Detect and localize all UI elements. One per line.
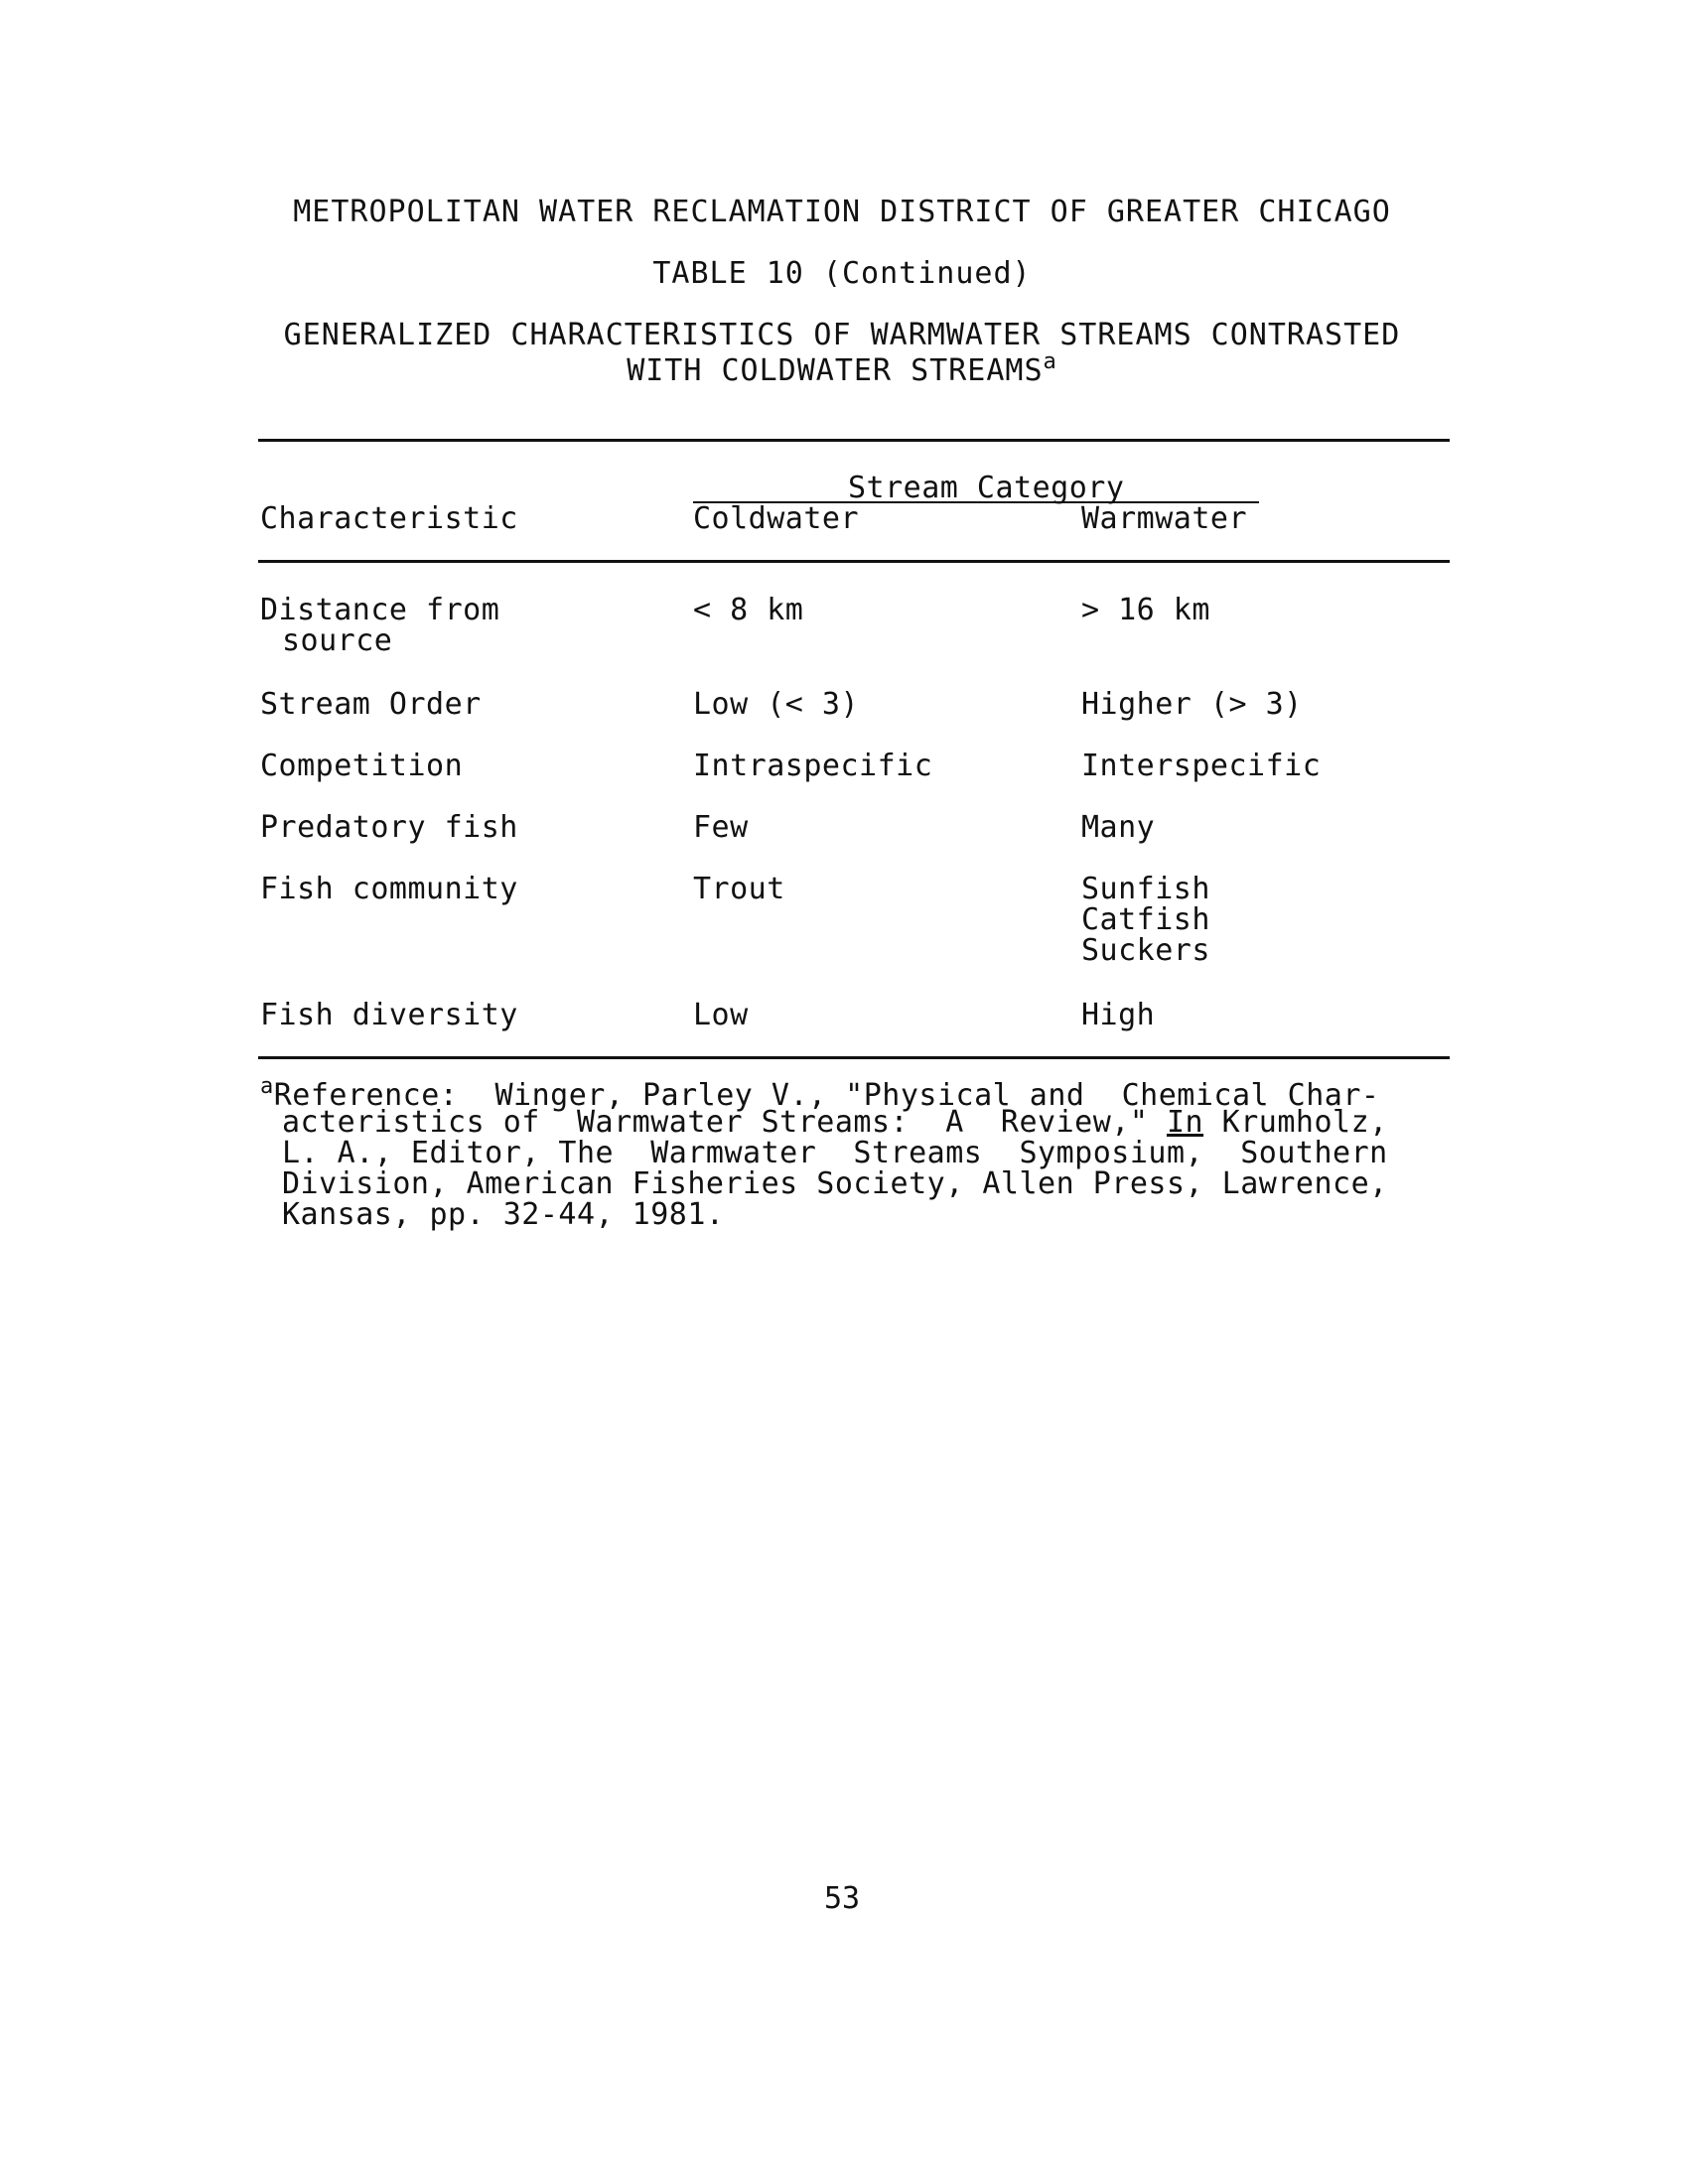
footnote-line3: L. A., Editor, The Warmwater Streams Symposium, Southern (282, 1136, 1388, 1170)
table-cell-coldwater: < 8 km (693, 593, 804, 627)
table-cell-coldwater: Few (693, 810, 749, 845)
title-line2-text: WITH COLDWATER STREAMS (627, 353, 1044, 388)
table-bottom-rule (258, 1056, 1450, 1059)
table-title-line1: GENERALIZED CHARACTERISTICS OF WARMWATER STREAMS CONTRASTED (283, 318, 1401, 352)
footnote-text: Krumholz, (1203, 1105, 1388, 1140)
footnote-marker: a (260, 1074, 274, 1099)
table-cell-characteristic: source (282, 623, 393, 658)
table-cell-warmwater: Catfish (1081, 902, 1210, 937)
table-cell-coldwater: Trout (693, 872, 785, 906)
table-cell-characteristic: Distance from (260, 593, 500, 627)
footnote-underlined-word: In (1166, 1105, 1204, 1140)
table-cell-warmwater: Sunfish (1081, 872, 1210, 906)
column-header-coldwater: Coldwater (693, 501, 860, 536)
stream-category-header: Stream Category (848, 471, 1125, 505)
title-footnote-marker: a (1043, 349, 1057, 374)
table-cell-characteristic: Fish community (260, 872, 518, 906)
table-header-rule (258, 560, 1450, 563)
footnote-line4: Division, American Fisheries Society, Allen Press, Lawrence, (282, 1166, 1388, 1201)
footnote-text: acteristics of Warmwater Streams: A Review," (282, 1105, 1167, 1140)
table-cell-warmwater: Interspecific (1081, 749, 1322, 783)
organization-header: METROPOLITAN WATER RECLAMATION DISTRICT OF GREATER CHICAGO (293, 195, 1391, 229)
table-cell-characteristic: Predatory fish (260, 810, 518, 845)
footnote-line2 (282, 1105, 1388, 1140)
table-cell-warmwater: Many (1081, 810, 1156, 845)
column-header-characteristic: Characteristic (260, 501, 518, 536)
table-cell-coldwater: Low (< 3) (693, 687, 860, 722)
table-top-rule (258, 439, 1450, 442)
table-cell-coldwater: Intraspecific (693, 749, 933, 783)
table-cell-characteristic: Competition (260, 749, 464, 783)
footnote-text: Reference: Winger, Parley V., "Physical and Chemical Char- (273, 1078, 1380, 1113)
table-cell-characteristic: Fish diversity (260, 998, 518, 1032)
table-cell-coldwater: Low (693, 998, 749, 1032)
table-cell-warmwater: High (1081, 998, 1156, 1032)
table-cell-characteristic: Stream Order (260, 687, 482, 722)
page-number: 53 (823, 1881, 861, 1916)
footnote-line5: Kansas, pp. 32-44, 1981. (282, 1197, 725, 1232)
column-header-warmwater: Warmwater (1081, 501, 1248, 536)
table-cell-warmwater: Suckers (1081, 933, 1210, 968)
table-cell-warmwater: > 16 km (1081, 593, 1210, 627)
table-number: TABLE 10 (Continued) (652, 256, 1032, 291)
table-title-line2 (0, 349, 1684, 388)
table-cell-warmwater: Higher (> 3) (1081, 687, 1303, 722)
